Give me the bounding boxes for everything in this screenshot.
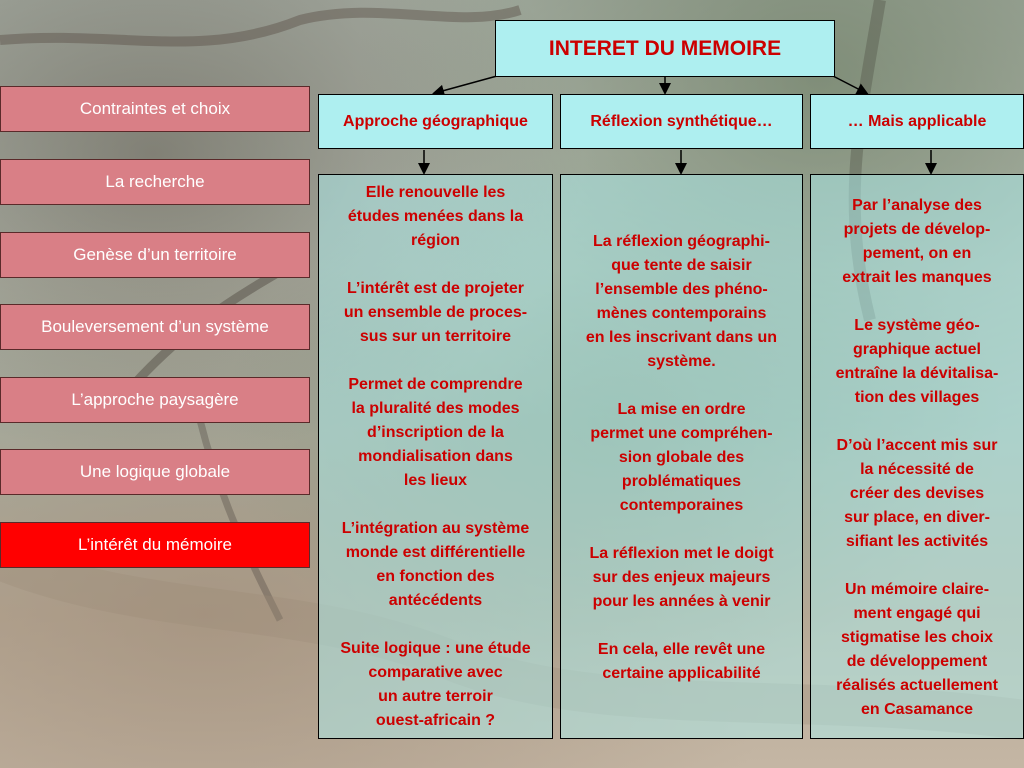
sidebar-item-approche-paysagere[interactable]: L’approche paysagère (0, 377, 310, 423)
column-body-applicable (810, 174, 1024, 739)
sidebar-item-genese[interactable]: Genèse d’un territoire (0, 232, 310, 278)
sidebar-item-interet-memoire[interactable]: L’intérêt du mémoire (0, 522, 310, 568)
sidebar-item-bouleversement[interactable]: Bouleversement d’un système (0, 304, 310, 350)
paragraph: D’où l’accent mis sur la nécessité de créer des devises sur place, en diver- sifiant les activités (836, 437, 998, 550)
paragraph: La mise en ordre permet une compréhen- sion globale des problématiques contemporaines (590, 401, 773, 514)
paragraph: Par l’analyse des projets de dévelop- pement, on en extrait les manques (842, 197, 992, 286)
sidebar-item-contraintes[interactable]: Contraintes et choix (0, 86, 310, 132)
column-body-reflexion (560, 174, 803, 739)
column-heading-applicable: … Mais applicable (810, 94, 1024, 149)
paragraph: L’intégration au système monde est différentielle en fonction des antécédents (341, 520, 530, 609)
sidebar-item-logique-globale[interactable]: Une logique globale (0, 449, 310, 495)
column-heading-reflexion: Réflexion synthétique… (560, 94, 803, 149)
paragraph: En cela, elle revêt une certaine applicabilité (597, 641, 766, 682)
paragraph: La réflexion met le doigt sur des enjeux majeurs pour les années à venir (589, 545, 774, 610)
sidebar-item-recherche[interactable]: La recherche (0, 159, 310, 205)
paragraph: Elle renouvelle les études menées dans la région (347, 184, 524, 249)
column-heading-approche: Approche géographique (318, 94, 553, 149)
paragraph: Permet de comprendre la pluralité des modes d’inscription de la mondialisation dans les lieux (348, 376, 523, 489)
paragraph: L’intérêt est de projeter un ensemble de proces- sus sur un territoire (343, 280, 528, 345)
diagram-title: INTERET DU MEMOIRE (495, 20, 835, 77)
paragraph: La réflexion géographi- que tente de saisir l’ensemble des phéno- mènes contemporains en les inscrivant dans un système. (585, 233, 778, 370)
paragraph: Le système géo- graphique actuel entraîne la dévitalisa- tion des villages (835, 317, 999, 406)
column-body-approche (318, 174, 553, 739)
paragraph: Un mémoire claire- ment engagé qui stigmatise les choix de développement réalisés actuellement en Casamance (836, 581, 998, 718)
paragraph: Suite logique : une étude comparative avec un autre terroir ouest-africain ? (340, 640, 531, 729)
